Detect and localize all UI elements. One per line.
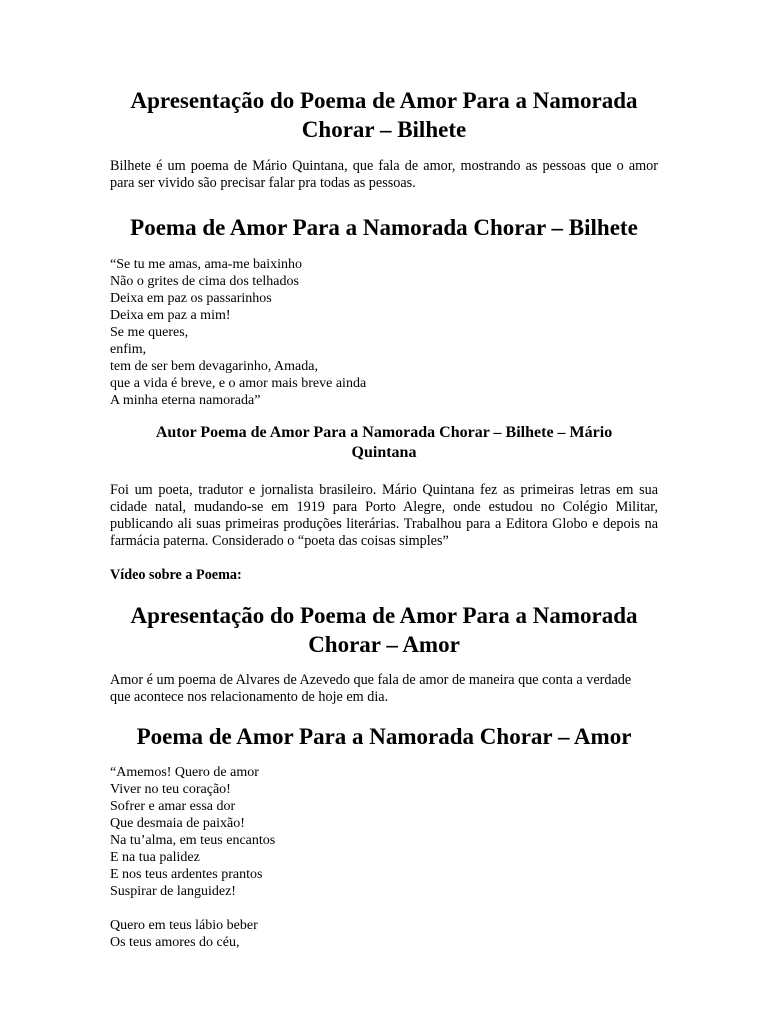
poem-line: A minha eterna namorada” — [110, 393, 261, 408]
poem-line: “Se tu me amas, ama-me baixinho — [110, 257, 303, 272]
poem-line: Viver no teu coração! — [110, 782, 231, 797]
poem-amor-stanza-2 — [110, 917, 658, 951]
poem-bilhete — [110, 256, 658, 409]
poem-line: Deixa em paz os passarinhos — [110, 291, 272, 306]
author-bio-paragraph: Foi um poeta, tradutor e jornalista brasileiro. Mário Quintana fez as primeiras letras em sua cidade natal, mudando-se em 1919 para Porto Alegre, onde estudou no Colégio Militar, publicando ali suas primeiras produções literárias. Trabalhou para a Editora Globo e depois na farmácia paterna. Considerado o “poeta das coisas simples” — [110, 482, 658, 549]
poem-line: Os teus amores do céu, — [110, 935, 240, 950]
poem-line: “Amemos! Quero de amor — [110, 765, 259, 780]
poem-line: que a vida é breve, e o amor mais breve ainda — [110, 376, 367, 391]
document-page — [110, 86, 658, 951]
poem-heading-amor: Poema de Amor Para a Namorada Chorar – Amor — [136, 724, 632, 749]
poem-line: enfim, — [110, 342, 147, 357]
poem-line: Que desmaia de paixão! — [110, 816, 245, 831]
poem-amor — [110, 764, 658, 900]
poem-line: E na tua palidez — [110, 850, 200, 865]
poem-heading-bilhete: Poema de Amor Para a Namorada Chorar – Bilhete — [130, 215, 638, 240]
poem-line: E nos teus ardentes prantos — [110, 867, 263, 882]
intro-paragraph-bilhete: Bilhete é um poema de Mário Quintana, que fala de amor, mostrando as pessoas que o amor para ser vivido são precisar falar pra todas as pessoas. — [110, 158, 658, 191]
intro-paragraph-amor: Amor é um poema de Alvares de Azevedo que fala de amor de maneira que conta a verdade que acontece nos relacionamento de hoje em dia. — [110, 672, 632, 705]
poem-line: tem de ser bem devagarinho, Amada, — [110, 359, 318, 374]
section-heading-amor: Apresentação do Poema de Amor Para a Namorada Chorar – Amor — [130, 603, 638, 657]
poem-line: Quero em teus lábio beber — [110, 918, 258, 933]
poem-line: Sofrer e amar essa dor — [110, 799, 236, 814]
poem-line: Se me queres, — [110, 325, 189, 340]
video-label: Vídeo sobre a Poema: — [110, 567, 242, 583]
poem-line: Deixa em paz a mim! — [110, 308, 231, 323]
poem-line: Suspirar de languidez! — [110, 884, 236, 899]
section-heading-bilhete: Apresentação do Poema de Amor Para a Namorada Chorar – Bilhete — [130, 88, 638, 142]
author-heading: Autor Poema de Amor Para a Namorada Chorar – Bilhete – Mário Quintana — [155, 424, 613, 461]
poem-line: Não o grites de cima dos telhados — [110, 274, 299, 289]
poem-line: Na tu’alma, em teus encantos — [110, 833, 276, 848]
